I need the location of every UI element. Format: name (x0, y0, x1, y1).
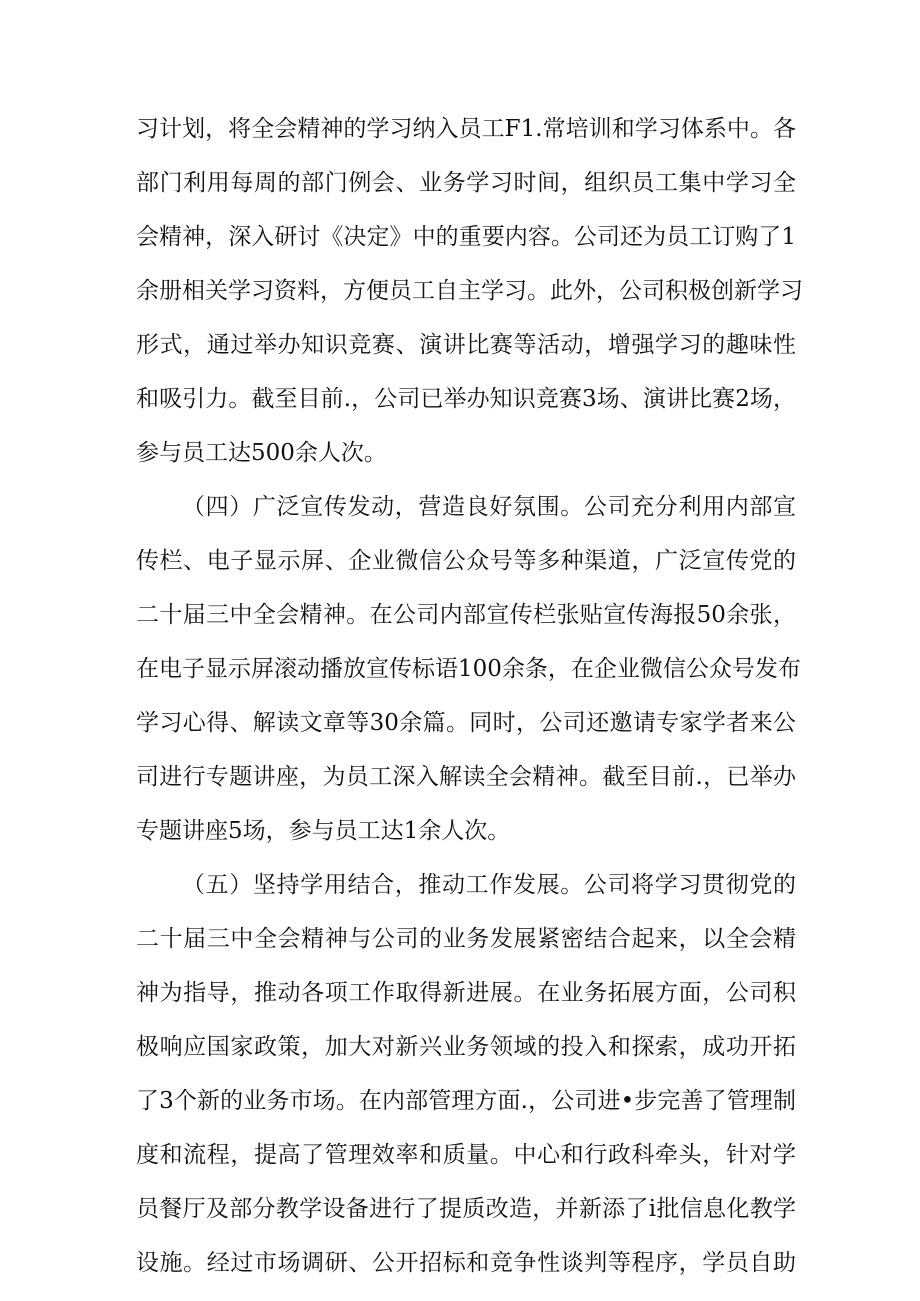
paragraph-2-line-3: 二十届三中全会精神。在公司内部宣传栏张贴宣传海报50余张， (136, 602, 796, 628)
paragraph-1-line-4: 余册相关学习资料，方便员工自主学习。此外，公司积极创新学习 (136, 278, 803, 304)
paragraph-2-line-2: 传栏、电子显示屏、企业微信公众号等多种渠道，广泛宣传党的 (136, 548, 796, 574)
paragraph-2-line-4: 在电子显示屏滚动播放宣传标语100余条，在企业微信公众号发布 (136, 656, 801, 682)
paragraph-3-line-1: （五）坚持学用结合，推动工作发展。公司将学习贯彻党的 (182, 872, 796, 898)
paragraph-2-line-5: 学习心得、解读文章等30余篇。同时，公司还邀请专家学者来公 (136, 710, 796, 736)
paragraph-2-line-1: （四）广泛宣传发动，营造良好氛围。公司充分利用内部宣 (182, 494, 796, 520)
paragraph-3-line-4: 极响应国家政策，加大对新兴业务领域的投入和探索，成功开拓 (136, 1034, 796, 1060)
paragraph-3-line-2: 二十届三中全会精神与公司的业务发展紧密结合起来，以全会精 (136, 926, 796, 952)
paragraph-1-line-1: 习计划，将全会精神的学习纳入员工F1.常培训和学习体系中。各 (136, 116, 796, 142)
paragraph-2-line-6: 司进行专题讲座，为员工深入解读全会精神。截至目前.，已举办 (136, 764, 796, 790)
paragraph-3-line-6: 度和流程，提高了管理效率和质量。中心和行政科牵头，针对学 (136, 1142, 796, 1168)
paragraph-3-line-5: 了3个新的业务市场。在内部管理方面.，公司进•步完善了管理制 (136, 1088, 796, 1114)
paragraph-3-line-8: 设施。经过市场调研、公开招标和竞争性谈判等程序，学员自助 (136, 1250, 796, 1276)
paragraph-1-line-2: 部门利用每周的部门例会、业务学习时间，组织员工集中学习全 (136, 170, 796, 196)
paragraph-1-line-7: 参与员工达500余人次。 (136, 440, 387, 466)
paragraph-3-line-3: 神为指导，推动各项工作取得新进展。在业务拓展方面，公司积 (136, 980, 796, 1006)
paragraph-1-line-5: 形式，通过举办知识竞赛、演讲比赛等活动，增强学习的趣味性 (136, 332, 796, 358)
paragraph-2-line-7: 专题讲座5场，参与员工达1余人次。 (136, 818, 511, 844)
paragraph-1-line-3: 会精神，深入研讨《决定》中的重要内容。公司还为员工订购了1 (136, 224, 796, 250)
paragraph-3-line-7: 员餐厅及部分教学设备进行了提质改造，并新添了i批信息化教学 (136, 1196, 796, 1222)
paragraph-1-line-6: 和吸引力。截至目前.，公司已举办知识竞赛3场、演讲比赛2场， (136, 386, 796, 412)
